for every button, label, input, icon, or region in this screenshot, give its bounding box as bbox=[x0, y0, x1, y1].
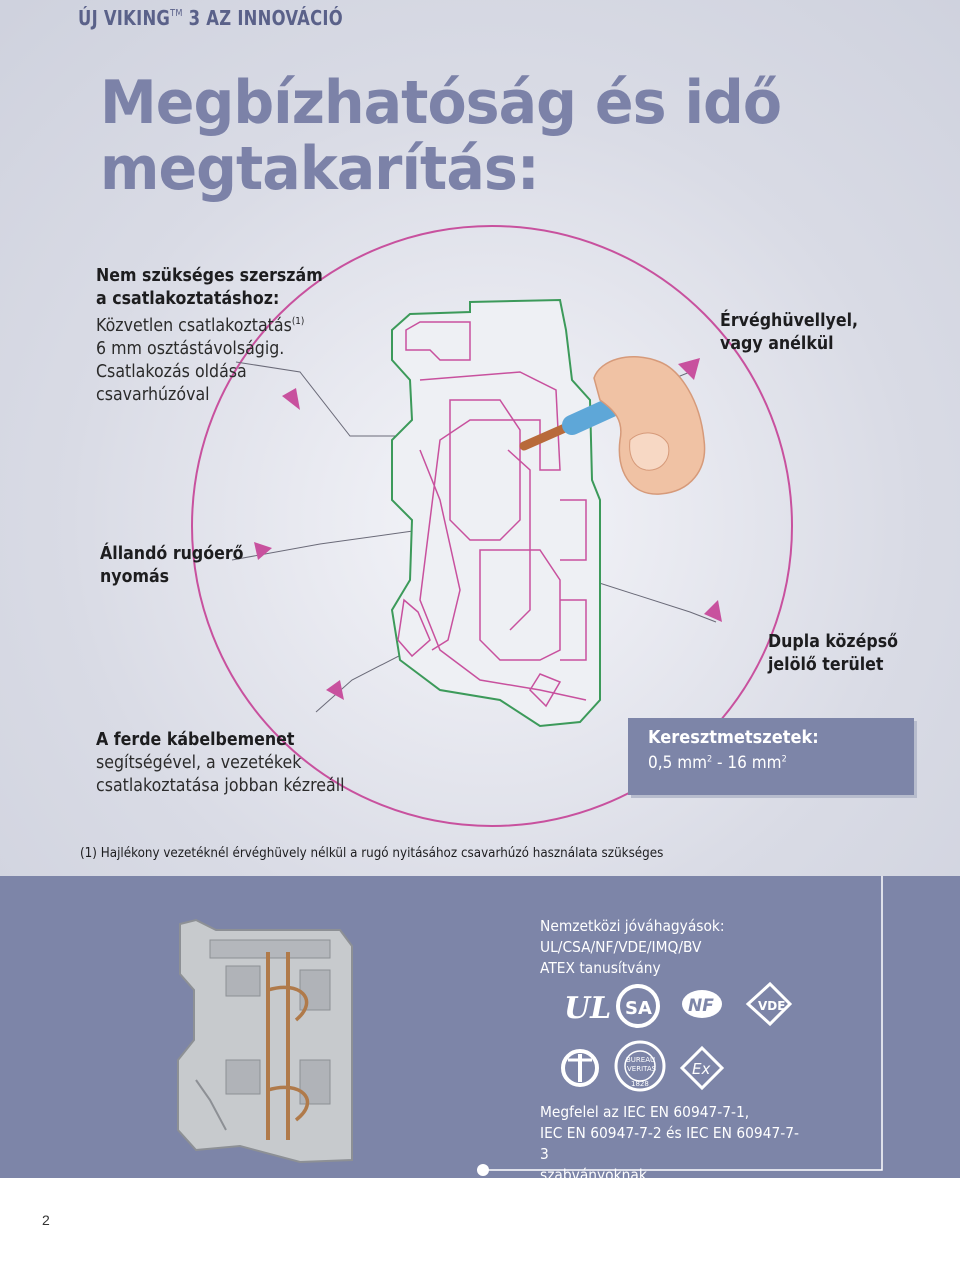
imq-logo bbox=[563, 1051, 597, 1085]
conformity-text: Megfelel az IEC EN 60947-7-1, IEC EN 60947-7-2 és IEC EN 60947-7-3 szabványoknak bbox=[540, 1103, 799, 1184]
callout-no-tool-line6: csavarhúzóval bbox=[96, 384, 210, 405]
callout-marker-area: Dupla középső jelölő terület bbox=[768, 631, 899, 675]
svg-text:NF: NF bbox=[688, 996, 714, 1016]
svg-text:UL: UL bbox=[564, 991, 612, 1026]
nf-logo bbox=[682, 990, 722, 1018]
vde-logo bbox=[748, 984, 790, 1024]
bv-year-label: 1828 bbox=[631, 1080, 649, 1088]
cross-section-value: 0,5 $mm^2 - 16$ $mm^2$ bbox=[648, 753, 787, 773]
svg-text:SA: SA bbox=[625, 998, 652, 1019]
cross-section-heading: Keresztmetszetek: bbox=[648, 727, 819, 748]
svg-text:BUREAU: BUREAU bbox=[626, 1056, 656, 1064]
callout-no-tool-bold2: a csatlakoztatáshoz: bbox=[96, 288, 280, 309]
callout-no-tool-line5: Csatlakozás oldása bbox=[96, 361, 247, 382]
callout-no-tool-line4: 6 mm osztástávolságig. bbox=[96, 338, 285, 359]
ul-logo bbox=[564, 991, 611, 1026]
callout-angled-entry: A ferde kábelbemenet segítségével, a vezetékek csatlakoztatása jobban kézreáll bbox=[96, 729, 345, 796]
page-title-line2: megtakarítás: bbox=[100, 134, 539, 204]
ex-logo bbox=[682, 1048, 722, 1088]
approvals-text: Nemzetközi jóváhagyások: UL/CSA/NF/VDE/IMQ/BV ATEX tanusítvány bbox=[540, 917, 725, 977]
callout-no-tool: Nem szükséges szerszám a csatlakoztatáshoz: Közvetlen csatlakoztatás$^{(1)}$ 6 mm osztástávolságig. Csatlakozás oldása csavarhúzóval bbox=[96, 265, 323, 405]
callout-no-tool-line3: Közvetlen csatlakoztatás bbox=[96, 315, 292, 336]
footnote: (1) Hajlékony vezetéknél érvéghüvely nélkül a rugó nyitásához csavarhúzó használata szükséges bbox=[80, 846, 664, 861]
bracket-dot bbox=[477, 1164, 489, 1176]
callout-no-tool-bold1: Nem szükséges szerszám bbox=[96, 265, 323, 286]
bureau-veritas-logo bbox=[616, 1042, 664, 1090]
svg-text:VERITAS: VERITAS bbox=[627, 1065, 657, 1073]
svg-text:VDE: VDE bbox=[758, 999, 786, 1013]
callout-ferrule: Érvéghüvellyel, vagy anélkül bbox=[720, 310, 859, 354]
terminal-block-photo bbox=[178, 920, 352, 1162]
section-kicker: ÚJ VIKING™ 3 AZ INNOVÁCIÓ bbox=[78, 6, 343, 30]
page-title-line1: Megbízhatóság és idő bbox=[100, 68, 782, 138]
csa-logo bbox=[618, 986, 658, 1026]
svg-text:Ex: Ex bbox=[692, 1060, 711, 1078]
callout-spring: Állandó rugóerő nyomás bbox=[100, 543, 244, 587]
page-number: 2 bbox=[42, 1212, 50, 1228]
